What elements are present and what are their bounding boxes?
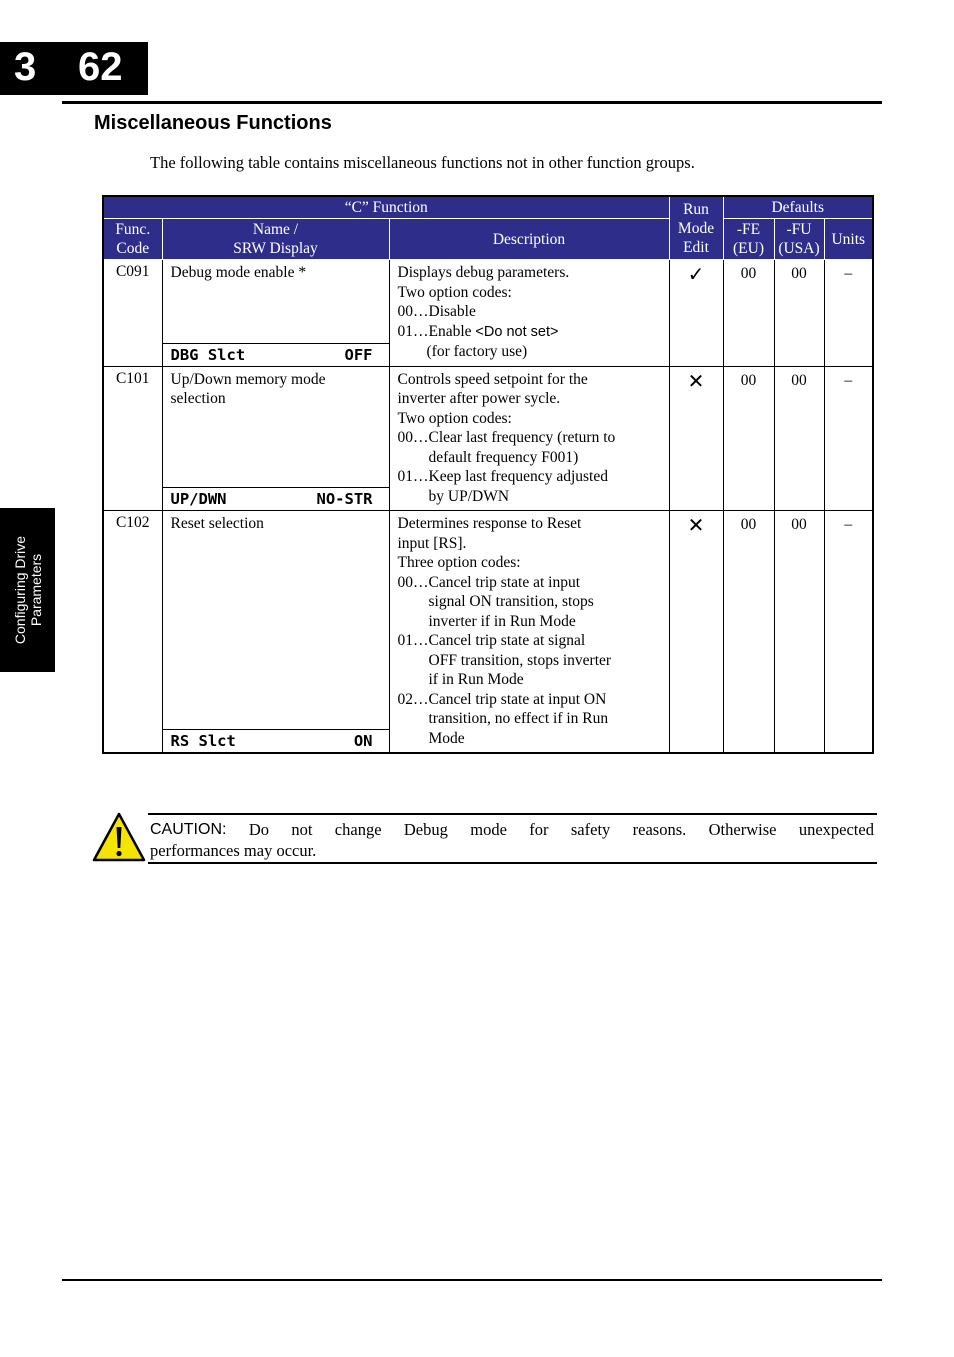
defaults-header: Defaults (723, 196, 873, 219)
function-name: Debug mode enable * (170, 264, 307, 281)
function-name: Up/Down memory mode selection (170, 370, 326, 407)
name-header: Name / SRW Display (162, 219, 389, 260)
do-not-set-note: <Do not set> (475, 323, 559, 340)
top-rule (62, 101, 882, 104)
check-icon: ✓ (669, 260, 723, 367)
section-title: Miscellaneous Functions (94, 112, 332, 134)
description-cell: Determines response to Reset input [RS]. Three option codes: 00…Cancel trip state at input signal ON transition, stops inverter if in Run Mode 01…Cancel trip state at signal OFF transition, stops inverter if in Run Mode 02…Cancel trip state at input ON transition, no effect if in Run Mode (389, 511, 669, 754)
description-header: Description (389, 219, 669, 260)
caution-box (148, 813, 877, 864)
c-function-header: “C” Function (103, 196, 669, 219)
default-fu: 00 (774, 366, 824, 511)
func-code-header: Func. Code (103, 219, 162, 260)
function-name: Reset selection (170, 515, 264, 532)
function-table (102, 195, 874, 754)
caution-line-2: performances may occur. (150, 841, 317, 860)
bottom-rule (62, 1279, 882, 1281)
description-cell: Displays debug parameters. Two option codes: 00…Disable 01…Enable <Do not set> (for factory use) (389, 260, 669, 367)
caution-line-1: CAUTION: Do not change Debug mode for safety reasons. Otherwise unexpected (150, 820, 874, 839)
chapter-number: 3 (14, 45, 37, 89)
intro-text: The following table contains miscellaneous functions not in other function groups. (150, 153, 695, 172)
page-number-badge (0, 42, 148, 95)
cross-icon: ✕ (669, 511, 723, 754)
table-row (103, 366, 873, 511)
default-fu: 00 (774, 260, 824, 367)
warning-triangle-icon (92, 812, 146, 862)
srw-display: RS Slct ON (163, 729, 389, 752)
units: – (824, 260, 873, 367)
func-code: C091 (103, 260, 162, 367)
func-code: C102 (103, 511, 162, 754)
table-row (103, 511, 873, 754)
units: – (824, 366, 873, 511)
name-cell (162, 260, 389, 367)
units-header: Units (824, 219, 873, 260)
name-cell (162, 366, 389, 511)
description-cell: Controls speed setpoint for the inverter after power sycle. Two option codes: 00…Clear last frequency (return to default frequency F001) 01…Keep last frequency adjusted by UP/DWN (389, 366, 669, 511)
side-tab-line-1: Configuring Drive (11, 535, 28, 645)
name-cell (162, 511, 389, 754)
page-number: 62 (78, 45, 123, 89)
default-fe: 00 (723, 260, 774, 367)
side-tab (0, 508, 55, 672)
fu-header: -FU (USA) (774, 219, 824, 260)
srw-display: UP/DWN NO-STR (163, 487, 389, 510)
srw-display: DBG Slct OFF (163, 343, 389, 366)
cross-icon: ✕ (669, 366, 723, 511)
run-mode-edit-header: Run Mode Edit (669, 196, 723, 260)
func-code: C101 (103, 366, 162, 511)
default-fe: 00 (723, 366, 774, 511)
default-fe: 00 (723, 511, 774, 754)
side-tab-line-2: Parameters (27, 553, 44, 627)
table-row (103, 260, 873, 367)
units: – (824, 511, 873, 754)
fe-header: -FE (EU) (723, 219, 774, 260)
default-fu: 00 (774, 511, 824, 754)
